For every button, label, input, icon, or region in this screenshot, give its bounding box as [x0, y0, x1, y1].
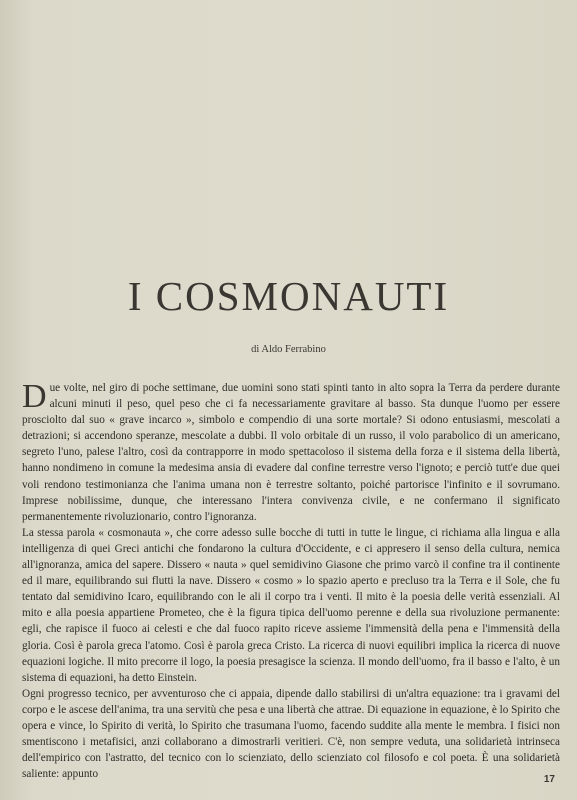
article-body: [22, 380, 560, 782]
paragraph-1-text: ue volte, nel giro di poche settimane, due uomini sono stati spinti tanto in alto sopra la Terra da perdere durante alcuni minuti il peso, quel peso che ci fa necessariamente gravitare al basso. Sta dunque l'uomo per essere prosciolto dal suo « grave incarco », simbolo e compendio di una sorte mortale? Si odono entusiasmi, mescolati a detrazioni; si accendono speranze, mescolate a dubbi. Il volo orbitale di un russo, il volo parabolico di un americano, segreto l'uno, palese l'altro, così da contrapporre in modo spettacoloso il sistema della forza e il sistema della libertà, hanno nondimeno in comune la medesima ansia di evadere dal confine terrestre verso l'ignoto; e perciò tutt'e due quei voli rendono testimonianza che l'anima umana non è terrestre soltanto, poiché partorisce l'infinito e il sovrumano. Imprese nobilissime, dunque, che interessano l'intera convivenza civile, e ne confermano il significato permanentemente rivoluzionario, contro l'ignoranza.: [22, 382, 560, 523]
drop-cap: D: [22, 378, 47, 415]
article-title: I COSMONAUTI: [127, 273, 450, 319]
paragraph-3: Ogni progresso tecnico, per avventuroso che ci appaia, dipende dallo stabilirsi di un'altra equazione: tra i gravami del corpo e le ascese dell'anima, tra una servitù che pesa e una libertà che attrae. Di equazione in equazione, è lo Spirito che opera e vince, lo Spirito di verità, lo Spirito che trasumana l'uomo, facendo suddite alla mente le membra. I fisici non smentiscono i metafisici, anzi collaborano a dimostrarli veritieri. C'è, non sempre veduta, una solidarietà intrinseca dell'empirico con l'astratto, del tecnico con lo scienziato, dello scienziato col filosofo e col poeta. È una solidarietà saliente: appunto: [22, 687, 560, 781]
page-number: 17: [543, 774, 555, 785]
paragraph-2: La stessa parola « cosmonauta », che corre adesso sulle bocche di tutti in tutte le lingue, ci richiama alla lingua e alla intelligenza di quei Greci antichi che fondarono la cultura d'Occidente, e ci appresero il senso della cultura, nemica all'ignoranza, amica del sapere. Dissero « nauta » quel semidivino Giasone che primo varcò il confine tra il continente ed il mare, equilibrando sui flutti la nave. Dissero « cosmo » lo spazio aperto e precluso tra la Terra e il Sole, che fu tentato dal semidivino Icaro, equilibrando con le ali il corpo tra i venti. Il mito è la poesia delle verità essenziali. Al mito e alla poesia appartiene Prometeo, che è la figura tipica dell'uomo perenne e della sua rivoluzione permanente: egli, che rapisce il fuoco ai celesti e che dal fuoco rapito riceve assieme l'immensità della pena e l'immensità della gloria. Così è parola greca l'atomo. Così è parola greca Cristo. La ricerca di nuovi equilibri implica la ricerca di nuove equazioni logiche. Il mito precorre il logo, la poesia presagisce la scienza. Il mondo dell'uomo, fra il basso e l'alto, è un sistema di equazioni, ha detto Einstein.: [22, 526, 560, 684]
article-byline: di Aldo Ferrabino: [251, 344, 326, 355]
paragraph-1: [22, 380, 560, 525]
